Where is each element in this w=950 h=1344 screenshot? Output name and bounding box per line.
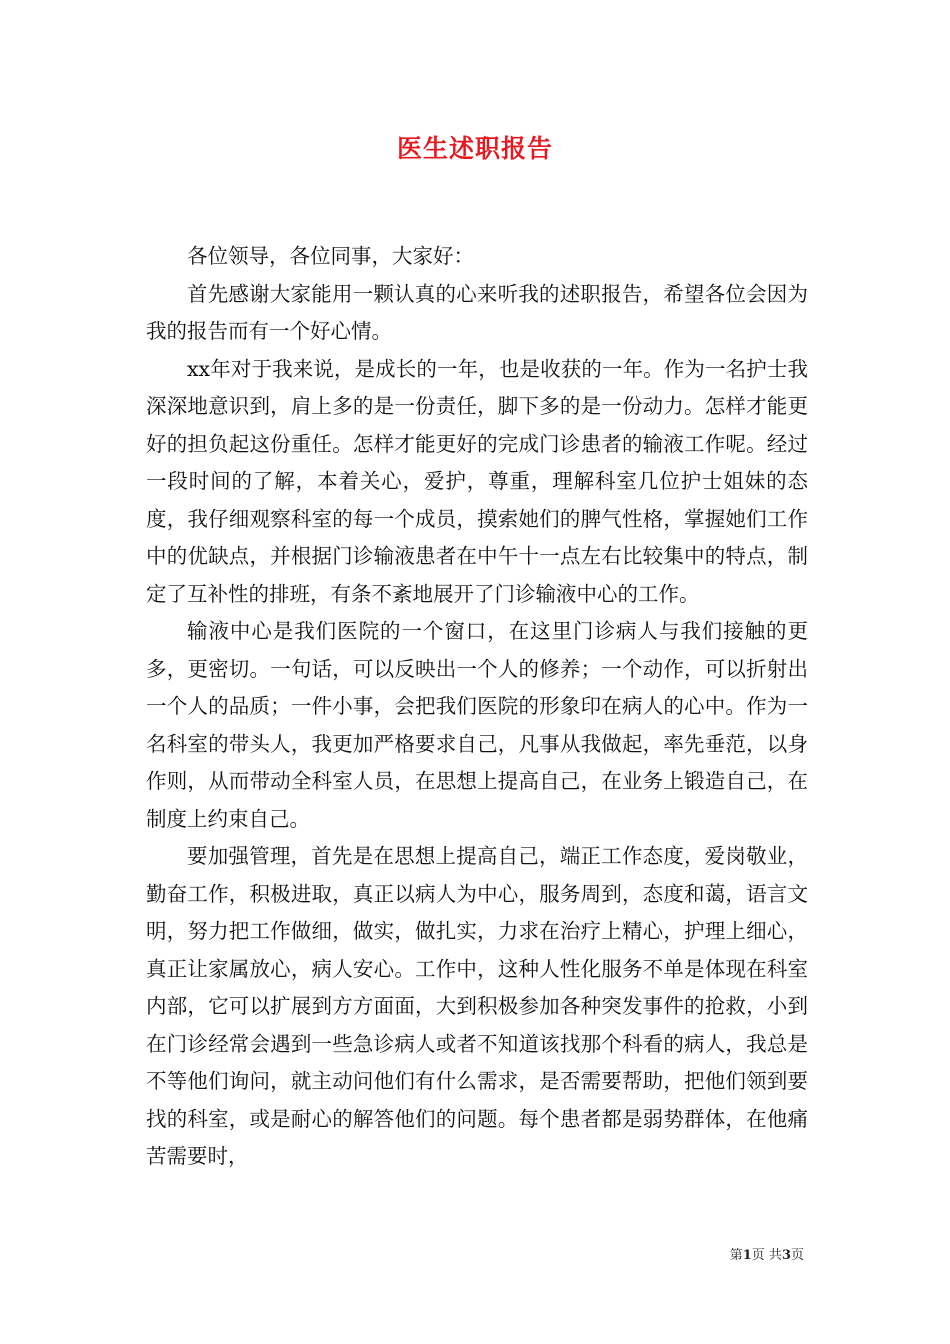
document-body — [146, 238, 808, 1176]
page-prefix: 第 — [729, 1248, 743, 1263]
paragraph-management: 要加强管理，首先是在思想上提高自己，端正工作态度，爱岗敬业，勤奋工作，积极进取，真正以病人为中心，服务周到，态度和蔼，语言文明，努力把工作做细，做实，做扎实，力求在治疗上精心，护理上细心，真正让家属放心，病人安心。工作中，这种人性化服务不单是体现在科室内部，它可以扩展到方方面面，大到积极参加各种突发事件的抢救，小到在门诊经常会遇到一些急诊病人或者不知道该找那个科看的病人，我总是不等他们询问，就主动问他们有什么需求，是否需要帮助，把他们领到要找的科室，或是耐心的解答他们的问题。每个患者都是弱势群体，在他痛苦需要时， — [146, 844, 808, 1168]
page-suffix: 页 — [790, 1248, 804, 1263]
paragraph-intro: 首先感谢大家能用一颗认真的心来听我的述职报告，希望各位会因为我的报告而有一个好心情。 — [146, 281, 808, 343]
page-total: 3 — [781, 1248, 791, 1263]
page-current: 1 — [742, 1248, 752, 1263]
paragraph-greeting: 各位领导，各位同事，大家好： — [187, 244, 474, 268]
document-title: 医生述职报告 — [396, 134, 553, 163]
paragraph-infusion-center: 输液中心是我们医院的一个窗口，在这里门诊病人与我们接触的更多，更密切。一句话，可以反映出一个人的修养；一个动作，可以折射出一个人的品质；一件小事，会把我们医院的形象印在病人的心中。作为一名科室的带头人，我更加严格要求自己，凡事从我做起，率先垂范，以身作则，从而带动全科室人员，在思想上提高自己，在业务上锻造自己，在制度上约束自己。 — [146, 619, 808, 831]
paragraph-year-summary: xx年对于我来说，是成长的一年，也是收获的一年。作为一名护士我深深地意识到，肩上多的是一份责任，脚下多的是一份动力。怎样才能更好的担负起这份重任。怎样才能更好的完成门诊患者的输液工作呢。经过一段时间的了解，本着关心，爱护，尊重，理解科室几位护士姐妹的态度，我仔细观察科室的每一个成员，摸索她们的脾气性格，掌握她们工作中的优缺点，并根据门诊输液患者在中午十一点左右比较集中的特点，制定了互补性的排班，有条不紊地展开了门诊输液中心的工作。 — [146, 356, 808, 606]
page-number-footer — [730, 1247, 804, 1265]
page-mid: 页 共 — [751, 1248, 782, 1263]
